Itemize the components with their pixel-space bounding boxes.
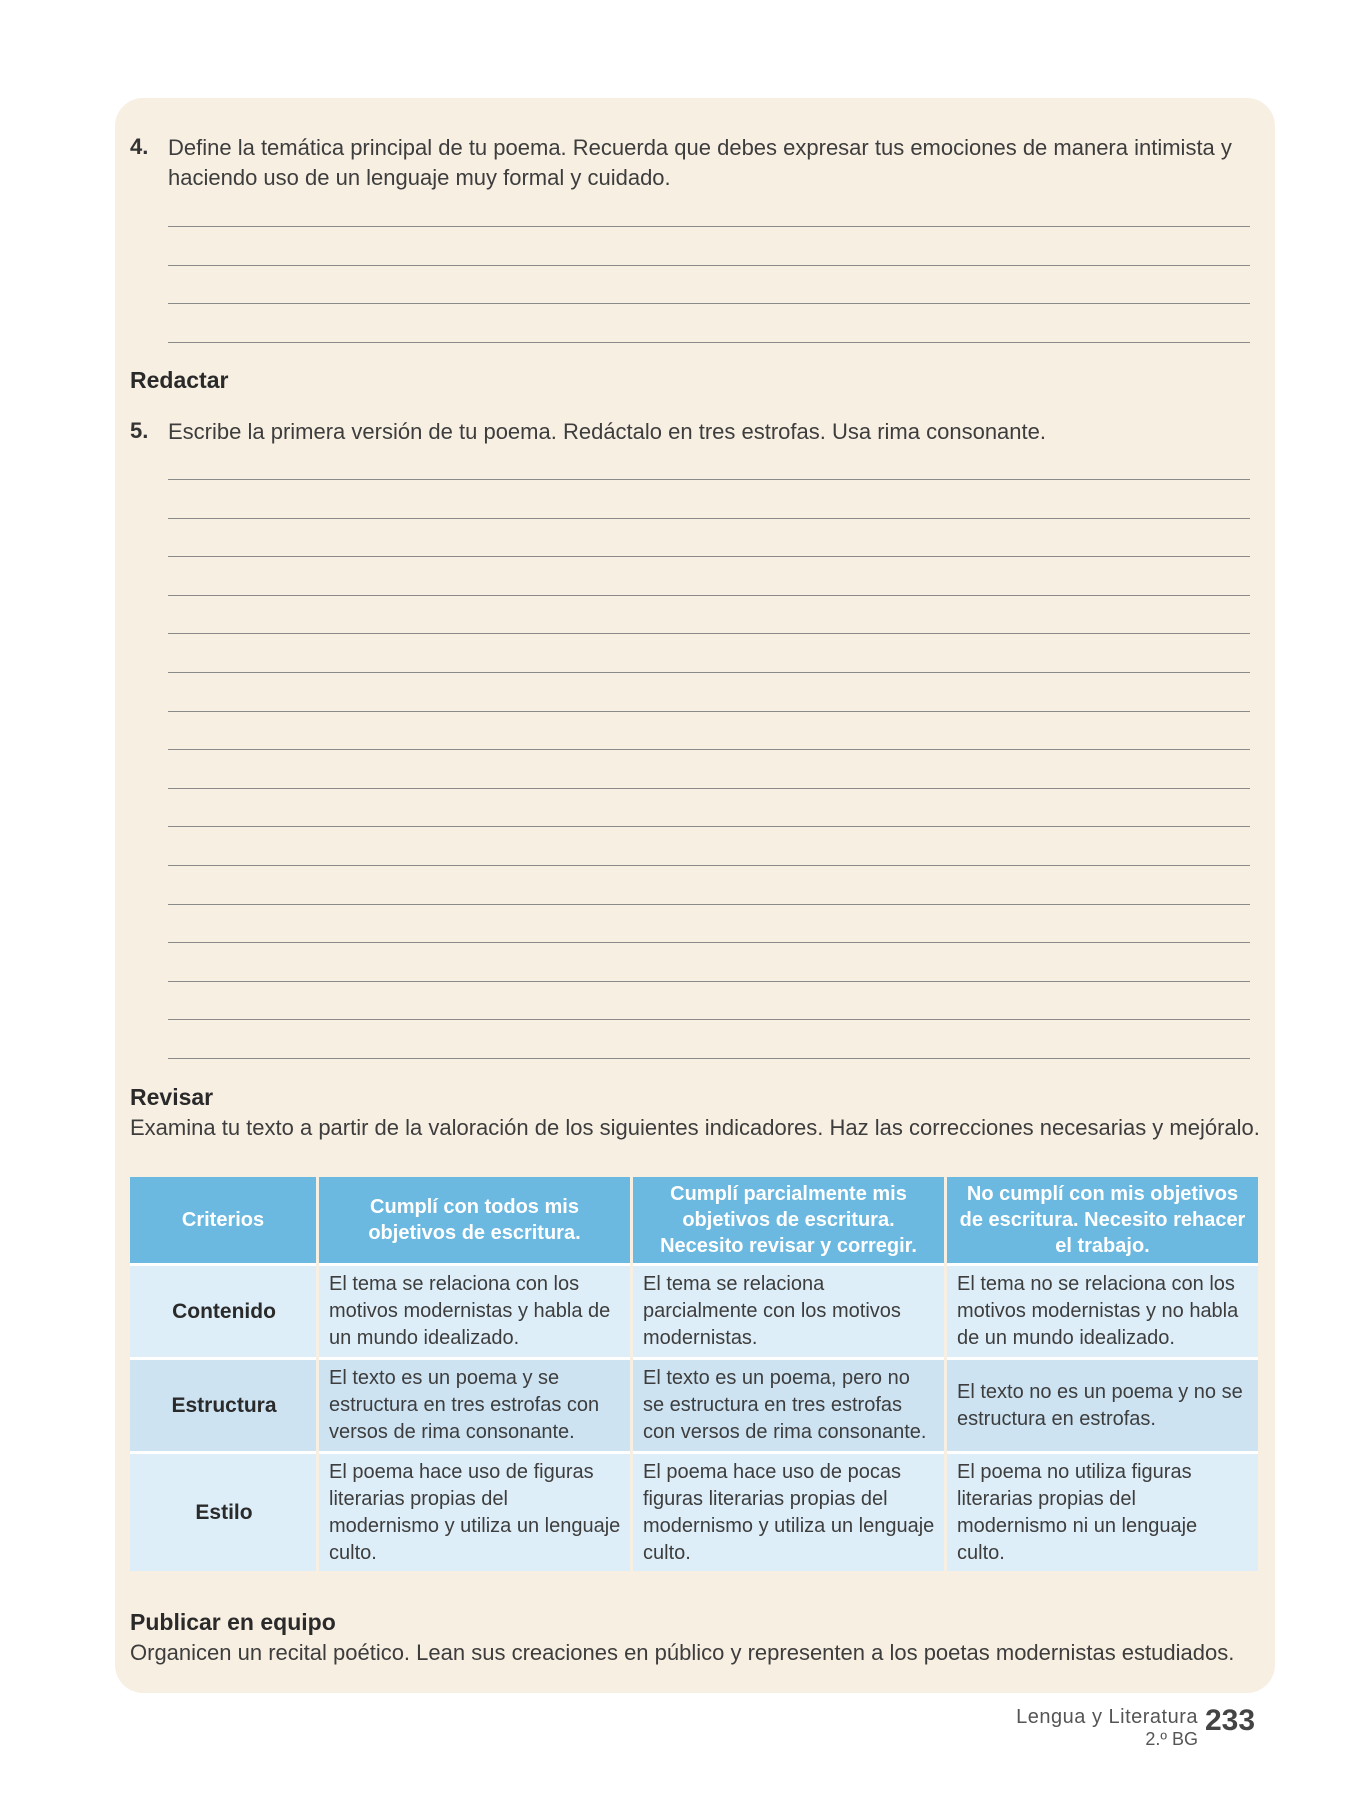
question-5-text: Escribe la primera versión de tu poema. Redáctalo en tres estrofas. Usa rima consonante.	[168, 419, 1046, 444]
rubric-cell-none: El texto no es un poema y no se estructura en estrofas.	[947, 1357, 1258, 1451]
answer-line[interactable]	[168, 303, 1250, 304]
question-5-number: 5.	[130, 418, 149, 443]
answer-line[interactable]	[168, 788, 1250, 789]
rubric-header-row	[130, 1177, 1258, 1263]
answer-line[interactable]	[168, 633, 1250, 634]
revisar-title: Revisar	[130, 1084, 214, 1110]
answer-line[interactable]	[168, 904, 1250, 905]
rubric-cell-partial: El poema hace uso de pocas figuras literarias propias del modernismo y utiliza un lenguaje culto.	[633, 1451, 944, 1571]
answer-line[interactable]	[168, 479, 1250, 480]
rubric-cell-none: El poema no utiliza figuras literarias propias del modernismo ni un lenguaje culto.	[947, 1451, 1258, 1571]
header-no-cumpli: No cumplí con mis objetivos de escritura. Necesito rehacer el trabajo.	[947, 1177, 1258, 1263]
criterion-cell: Estilo	[130, 1451, 316, 1571]
answer-line[interactable]	[168, 865, 1250, 866]
rubric-row-estructura	[130, 1357, 1258, 1451]
answer-line[interactable]	[168, 556, 1250, 557]
rubric-cell-partial: El texto es un poema, pero no se estructura en tres estrofas con versos de rima consonante.	[633, 1357, 944, 1451]
answer-line[interactable]	[168, 265, 1250, 266]
rubric-row-estilo	[130, 1451, 1258, 1571]
header-criterios: Criterios	[130, 1177, 316, 1263]
rubric-cell-full: El texto es un poema y se estructura en tres estrofas con versos de rima consonante.	[319, 1357, 630, 1451]
answer-line[interactable]	[168, 672, 1250, 673]
question-4-text: Define la temática principal de tu poema. Recuerda que debes expresar tus emociones de manera intimista y haciendo uso de un lenguaje muy formal y cuidado.	[168, 135, 1232, 190]
answer-line[interactable]	[168, 826, 1250, 827]
rubric-cell-full: El poema hace uso de figuras literarias propias del modernismo y utiliza un lenguaje culto.	[319, 1451, 630, 1571]
rubric-row-contenido	[130, 1263, 1258, 1357]
answer-line[interactable]	[168, 1058, 1250, 1059]
answer-line[interactable]	[168, 226, 1250, 227]
answer-line[interactable]	[168, 711, 1250, 712]
criterion-cell: Estructura	[130, 1357, 316, 1451]
answer-line[interactable]	[168, 981, 1250, 982]
revisar-text: Examina tu texto a partir de la valoración de los siguientes indicadores. Haz las correcciones necesarias y mejóralo.	[130, 1115, 1260, 1140]
answer-line[interactable]	[168, 595, 1250, 596]
rubric-cell-full: El tema se relaciona con los motivos modernistas y habla de un mundo idealizado.	[319, 1263, 630, 1357]
publicar-title: Publicar en equipo	[130, 1609, 336, 1635]
answer-line[interactable]	[168, 518, 1250, 519]
evaluation-rubric-table	[127, 1177, 1261, 1571]
answer-line[interactable]	[168, 749, 1250, 750]
footer-grade: 2.º BG	[1145, 1729, 1198, 1749]
page-number: 233	[1205, 1704, 1256, 1737]
answer-line[interactable]	[168, 1019, 1250, 1020]
criterion-cell: Contenido	[130, 1263, 316, 1357]
header-cumpli-todos: Cumplí con todos mis objetivos de escritura.	[319, 1177, 630, 1263]
footer-subject: Lengua y Literatura	[1016, 1706, 1198, 1728]
header-cumpli-parcialmente: Cumplí parcialmente mis objetivos de escritura. Necesito revisar y corregir.	[633, 1177, 944, 1263]
answer-line[interactable]	[168, 342, 1250, 343]
publicar-text: Organicen un recital poético. Lean sus creaciones en público y representen a los poetas modernistas estudiados.	[130, 1640, 1235, 1665]
rubric-cell-none: El tema no se relaciona con los motivos modernistas y no habla de un mundo idealizado.	[947, 1263, 1258, 1357]
answer-line[interactable]	[168, 942, 1250, 943]
question-4-number: 4.	[130, 134, 149, 159]
rubric-cell-partial: El tema se relaciona parcialmente con los motivos modernistas.	[633, 1263, 944, 1357]
redactar-title: Redactar	[130, 367, 229, 393]
